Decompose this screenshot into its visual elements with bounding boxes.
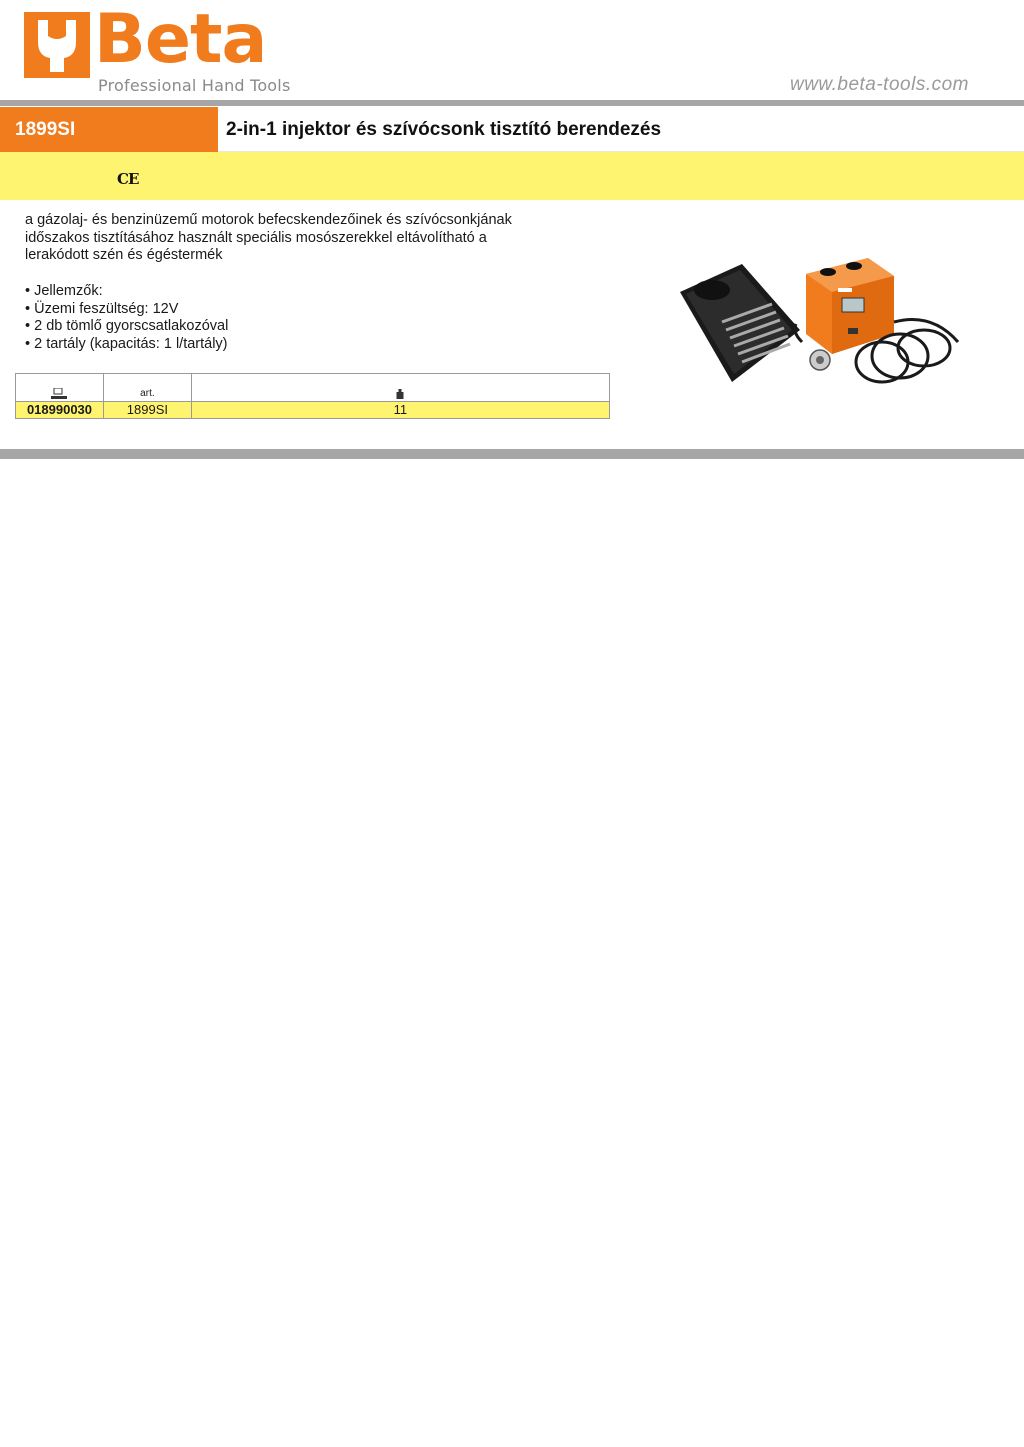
footer-divider [0,449,1024,459]
product-image [672,252,972,402]
carry-case-icon [680,264,800,382]
certification-band [0,152,1024,200]
product-description [25,212,605,265]
barcode-icon [51,388,67,399]
table-row [16,402,610,419]
product-code: 1899SI [0,107,218,152]
website-link[interactable]: www.beta-tools.com [789,74,969,95]
cell-code: 018990030 [16,402,104,419]
spec-table [15,373,610,419]
feature-item: • Üzemi feszültség: 12V [25,301,605,319]
header-divider [0,100,1024,106]
brand-name: Beta [94,0,267,79]
column-header-art: art. [103,374,191,402]
feature-item: • 2 db tömlő gyorscsatlakozóval [25,318,605,336]
column-header-weight [191,374,609,402]
table-header-row [16,374,610,402]
adapter-icon [810,350,830,370]
features-heading: • Jellemzők: [25,283,605,301]
cell-weight: 11 [191,402,609,419]
wrench-logo-icon [24,12,90,78]
weight-icon [396,389,404,399]
description-line: időszakos tisztításához használt speciális mosószerekkel eltávolítható a [25,229,487,246]
ce-mark-icon: CE [117,170,139,188]
cell-art: 1899SI [103,402,191,419]
brand-tagline: Professional Hand Tools [98,76,291,95]
description-line: lerakódott szén és égéstermék [25,247,223,263]
product-title: 2-in-1 injektor és szívócsonk tisztító berendezés [218,107,1024,152]
title-bar [0,107,1024,152]
features-list [25,283,605,353]
brand-logo[interactable] [24,0,294,96]
column-header-code [16,374,104,402]
feature-item: • 2 tartály (kapacitás: 1 l/tartály) [25,336,605,354]
description-line: a gázolaj- és benzinüzemű motorok befecskendezőinek és szívócsonkjának [25,212,512,228]
